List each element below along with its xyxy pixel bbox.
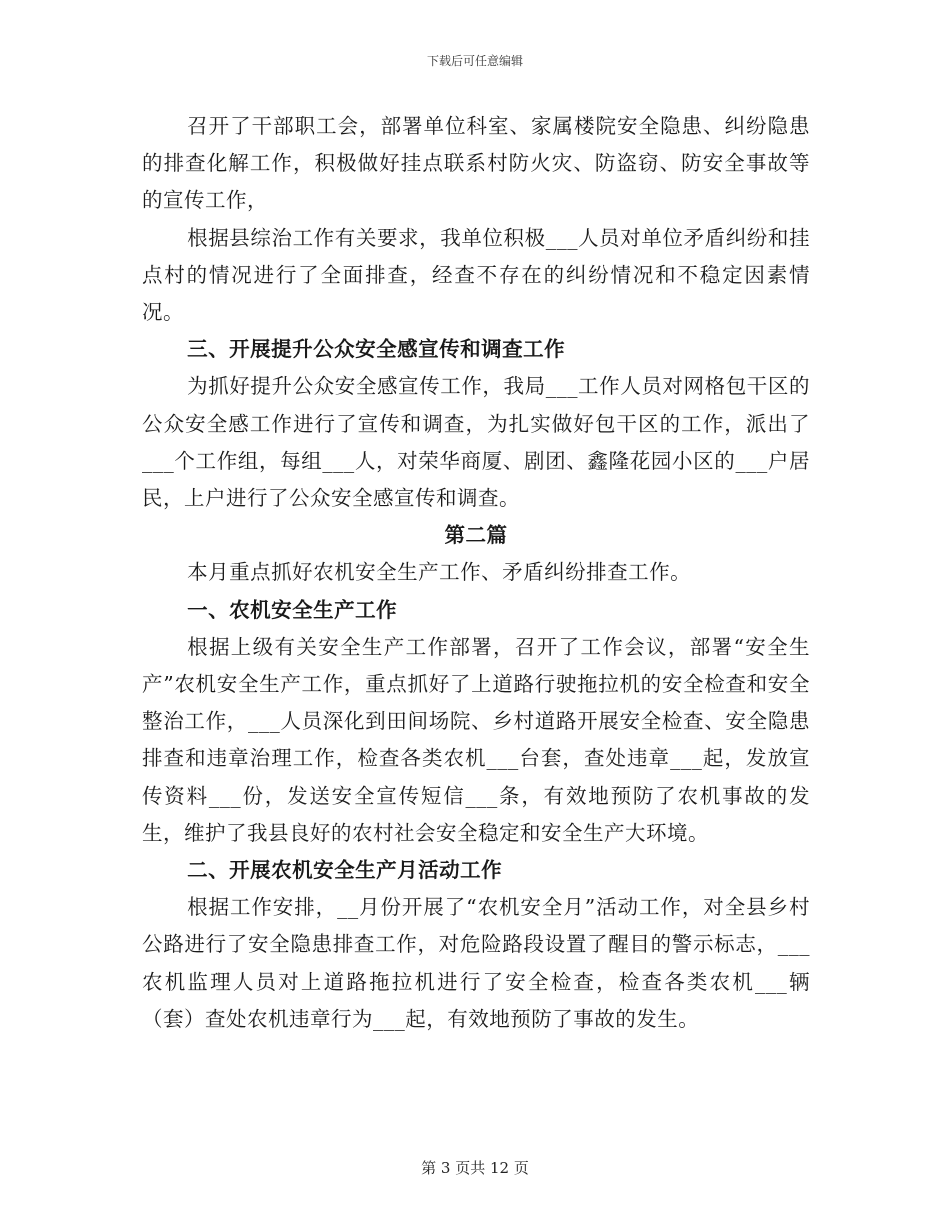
paragraph: 根据工作安排，__月份开展了“农机安全月”活动工作，对全县乡村公路进行了安全隐患排查工作，对危险路段设置了醒目的警示标志，___农机监理人员对上道路拖拉机进行了安全检查，检查各类农机___辆（套）查处农机违章行为___起，有效地预防了事故的发生。 (142, 895, 810, 1031)
paragraph: 根据上级有关安全生产工作部署，召开了工作会议，部署“安全生产”农机安全生产工作，重点抓好了上道路行驶拖拉机的安全检查和安全整治工作，___人员深化到田间场院、乡村道路开展安全检查、安全隐患排查和违章治理工作，检查各类农机___台套，查处违章___起，发放宣传资料___份，发送安全宣传短信___条，有效地预防了农机事故的发生，维护了我县良好的农村社会安全稳定和安全生产大环境。 (142, 634, 810, 845)
paragraph: 召开了干部职工会，部署单位科室、家属楼院安全隐患、纠纷隐患的排查化解工作，积极做好挂点联系村防火灾、防盗窃、防安全事故等的宣传工作， (142, 114, 810, 213)
section-heading: 一、农机安全生产工作 (187, 597, 398, 622)
page-header: 下载后可任意编辑 (426, 54, 523, 68)
document-body (142, 108, 810, 1038)
page-footer: 第 3 页共 12 页 (421, 1159, 529, 1177)
paragraph: 根据县综治工作有关要求，我单位积极___人员对单位矛盾纠纷和挂点村的情况进行了全面排查，经查不存在的纠纷情况和不稳定因素情况。 (142, 225, 810, 325)
section-heading: 三、开展提升公众安全感宣传和调查工作 (187, 337, 566, 362)
paragraph: 为抓好提升公众安全感宣传工作，我局___工作人员对网格包干区的公众安全感工作进行了宣传和调查，为扎实做好包干区的工作，派出了___个工作组，每组___人，对荣华商厦、剧团、鑫隆花园小区的___户居民，上户进行了公众安全感宣传和调查。 (142, 374, 810, 511)
section-heading: 二、开展农机安全生产月活动工作 (187, 858, 503, 883)
paragraph: 本月重点抓好农机安全生产工作、矛盾纠纷排查工作。 (187, 560, 692, 585)
part-title: 第二篇 (444, 523, 508, 548)
